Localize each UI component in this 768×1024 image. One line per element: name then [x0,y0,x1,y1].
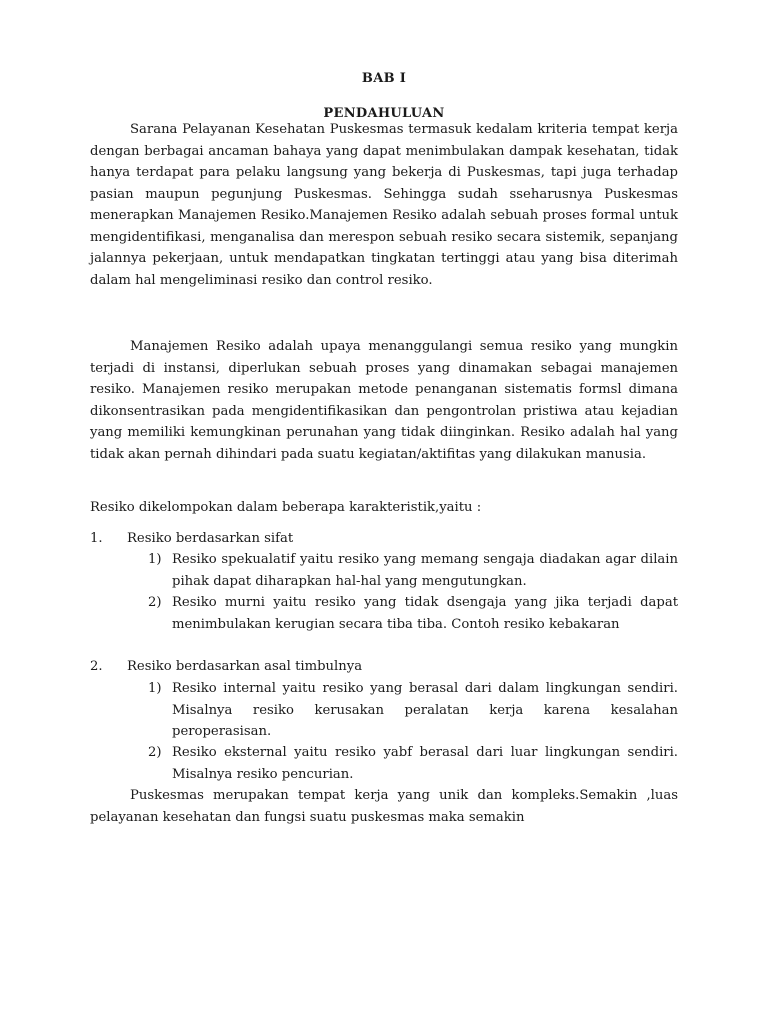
sub-item-2-2 [148,742,678,785]
sub-item-number: 1) [148,552,162,567]
sub-item-text: Resiko murni yaitu resiko yang tidak dsengaja yang jika terjadi dapat menimbulakan kerugian secara tiba tiba. Contoh resiko kebakaran [172,595,678,632]
sub-item-text: Resiko internal yaitu resiko yang berasal dari dalam lingkungan sendiri. Misalnya resiko kerusakan peralatan kerja karena kesalahan peroperasisan. [172,681,678,739]
sub-item-1-2 [148,592,678,635]
list-intro: Resiko dikelompokan dalam beberapa karakteristik,yaitu : [90,500,482,515]
list-item-number: 1. [90,531,103,546]
sub-item-number: 2) [148,745,162,760]
sub-item-1-1 [148,549,678,592]
list-item-number: 2. [90,659,103,674]
chapter-title: BAB I [361,71,407,86]
paragraph-1: Sarana Pelayanan Kesehatan Puskesmas termasuk kedalam kriteria tempat kerja dengan berbagai ancaman bahaya yang dapat menimbulakan dampak kesehatan, tidak hanya terdapat para pelaku langsung yang bekerja di Puskesmas, tapi juga terhadap pasian maupun pegunjung Puskesmas. Sehingga sudah sseharusnya Puskesmas menerapkan Manajemen Resiko.Manajemen Resiko adalah sebuah proses formal untuk mengidentifikasi, menganalisa dan merespon sebuah resiko secara sistemik, sepanjang jalannya pekerjaan, untuk mendapatkan tingkatan tertinggi atau yang bisa diterimah dalam hal mengeliminasi resiko dan control resiko. [90,122,678,288]
sub-item-2-1 [148,678,678,743]
paragraph-3: Puskesmas merupakan tempat kerja yang unik dan kompleks.Semakin ,luas pelayanan kesehatan dan fungsi suatu puskesmas maka semakin [90,788,678,825]
list-item-label: Resiko berdasarkan sifat [127,531,294,546]
sub-item-number: 1) [148,681,162,696]
sub-item-number: 2) [148,595,162,610]
paragraph-2: Manajemen Resiko adalah upaya menanggulangi semua resiko yang mungkin terjadi di instansi, diperlukan sebuah proses yang dinamakan sebagai manajemen resiko. Manajemen resiko merupakan metode penanganan sistematis formsl dimana dikonsentrasikan pada mengidentifikasikan dan pengontrolan pristiwa atau kejadian yang memiliki kemungkinan perunahan yang tidak diinginkan. Resiko adalah hal yang tidak akan pernah dihindari pada suatu kegiatan/aktifitas yang dilakukan manusia. [90,339,678,462]
chapter-subtitle: PENDAHULUAN [323,106,445,121]
sub-item-text: Resiko spekualatif yaitu resiko yang memang sengaja diadakan agar dilain pihak dapat diharapkan hal-hal yang mengutungkan. [172,552,678,589]
sub-item-text: Resiko eksternal yaitu resiko yabf berasal dari luar lingkungan sendiri. Misalnya resiko pencurian. [172,745,678,782]
list-item-label: Resiko berdasarkan asal timbulnya [127,659,363,674]
